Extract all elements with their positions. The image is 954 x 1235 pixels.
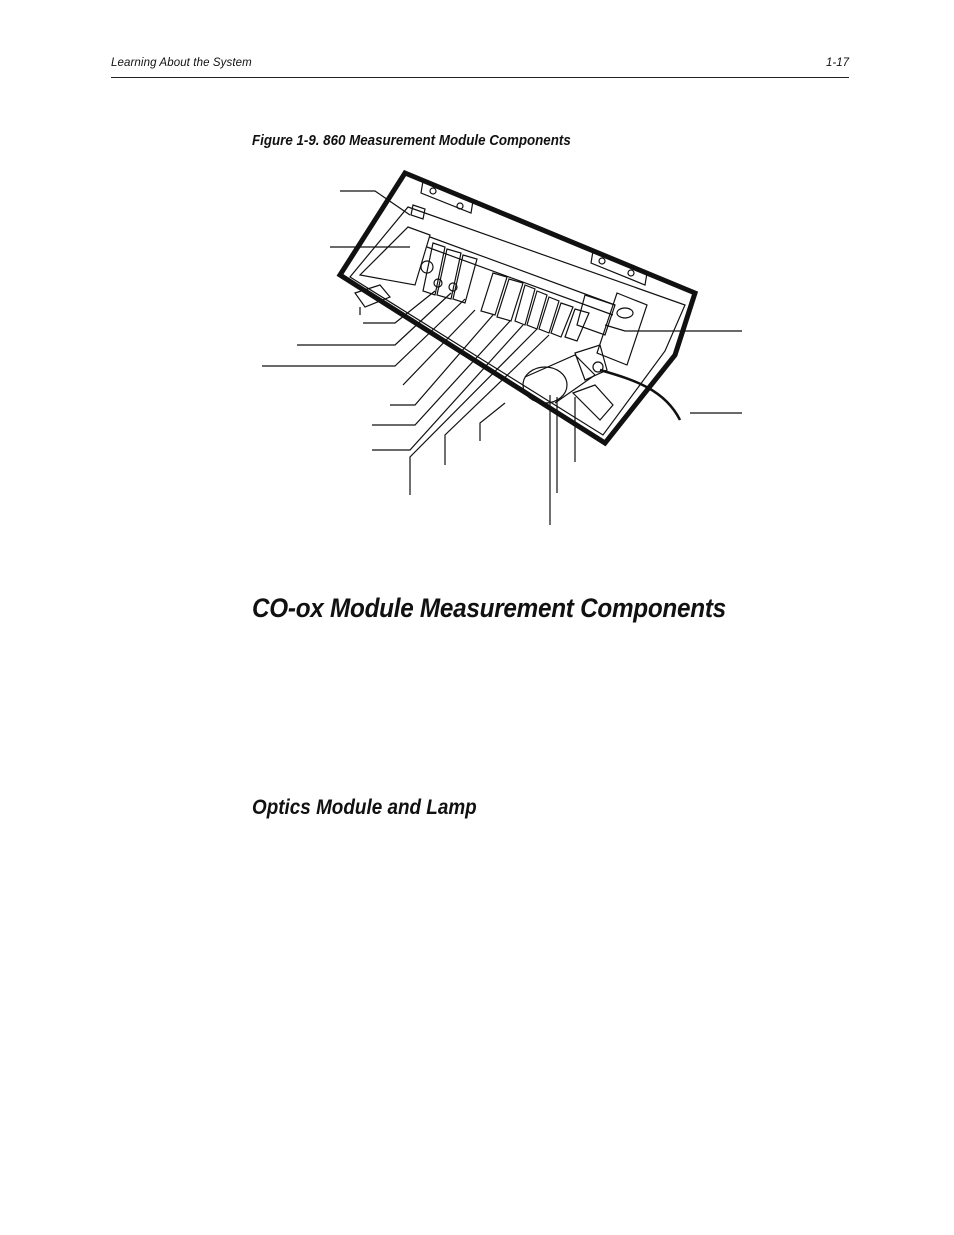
chapter-title: Learning About the System	[111, 57, 252, 69]
section-heading: CO-ox Module Measurement Components	[252, 593, 726, 623]
module-illustration	[255, 165, 755, 535]
page-number: 1-17	[825, 57, 849, 69]
running-header	[111, 57, 849, 78]
subsection-heading: Optics Module and Lamp	[252, 796, 477, 819]
figure-caption: Figure 1-9. 860 Measurement Module Components	[252, 133, 571, 149]
